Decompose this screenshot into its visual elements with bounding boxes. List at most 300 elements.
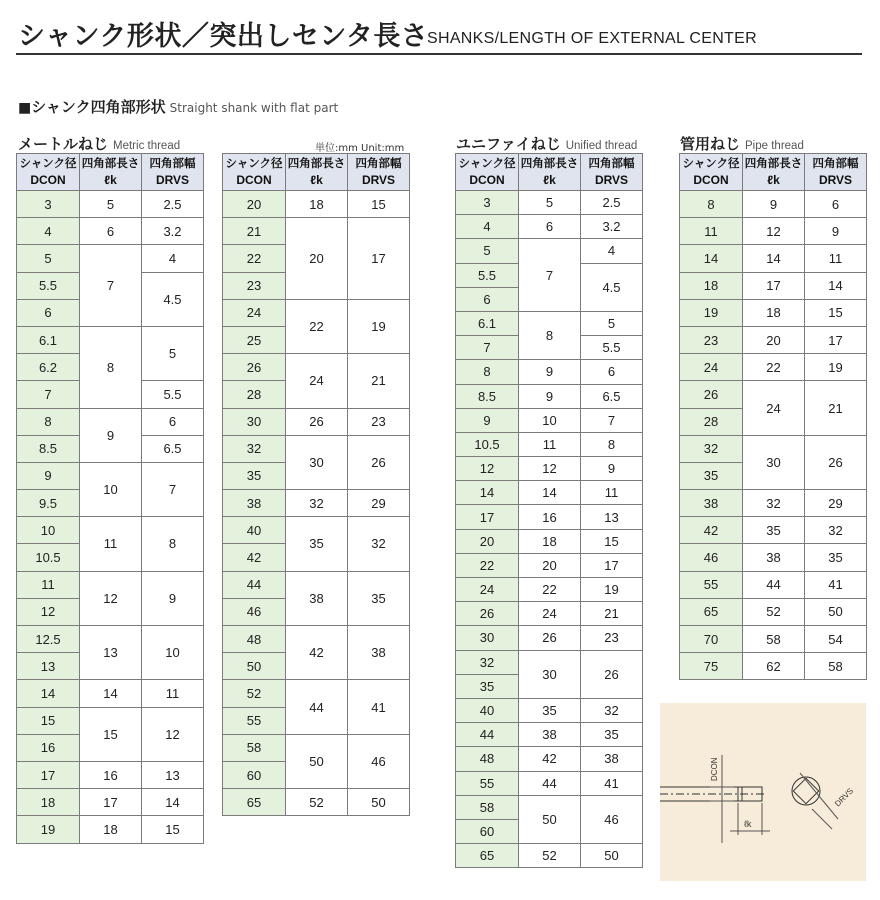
dcon-cell: 30 [223,408,286,435]
table-row [456,432,643,456]
lk-cell: 5 [519,191,581,215]
lk-cell: 7 [80,245,142,327]
dcon-cell: 8 [680,191,743,218]
header-lk [80,154,142,191]
table-row [17,680,204,707]
lk-cell: 14 [519,481,581,505]
table-row [680,299,867,326]
header-drvs [581,154,643,191]
drvs-cell: 46 [348,734,410,788]
header-dcon-symbol: DCON [693,173,729,187]
table-row [456,723,643,747]
dcon-cell: 30 [456,626,519,650]
dcon-cell: 23 [680,326,743,353]
drvs-cell: 32 [581,698,643,722]
header-lk-symbol: ℓk [543,173,556,187]
lk-cell: 17 [80,789,142,816]
unified-caption-en: Unified thread [565,140,638,152]
drvs-cell: 14 [142,789,204,816]
header-lk [519,154,581,191]
dcon-cell: 7 [17,381,80,408]
drvs-cell: 6 [581,360,643,384]
dcon-cell: 21 [223,218,286,245]
header-drvs-symbol: DRVS [594,173,629,187]
dcon-cell: 46 [223,598,286,625]
header-dcon [223,154,286,191]
lk-cell: 24 [519,602,581,626]
table-row [223,354,410,381]
dcon-cell: 6.1 [17,326,80,353]
lk-label: ℓk [744,819,752,829]
table-row [680,245,867,272]
dcon-cell: 38 [680,490,743,517]
header-lk-symbol: ℓk [767,173,780,187]
table-row [456,239,643,263]
drvs-cell: 50 [581,844,643,868]
pipe-caption-en: Pipe thread [745,140,804,152]
dcon-cell: 8.5 [17,435,80,462]
drvs-cell: 41 [581,771,643,795]
drvs-cell: 26 [348,435,410,489]
table-row [17,707,204,734]
drvs-cell: 9 [805,218,867,245]
pipe-caption [680,133,804,154]
lk-cell: 11 [80,517,142,571]
dcon-cell: 5 [456,239,519,263]
dcon-cell: 13 [17,653,80,680]
lk-cell: 6 [80,218,142,245]
table-row [223,490,410,517]
table-row [456,650,643,674]
table-row [680,571,867,598]
header-drvs-jp: 四角部幅 [149,156,196,170]
shank-end-circle [792,777,820,805]
lk-cell: 52 [519,844,581,868]
drvs-cell: 21 [805,381,867,435]
dcon-cell: 11 [680,218,743,245]
dcon-cell: 20 [223,191,286,218]
dcon-cell: 50 [223,653,286,680]
dcon-cell: 9 [456,408,519,432]
header-dcon-jp: シャンク径 [19,156,77,170]
drvs-cell: 6 [142,408,204,435]
dcon-cell: 18 [17,789,80,816]
drvs-cell: 19 [581,578,643,602]
pipe-thread-table-header [680,154,867,191]
metric-thread-table-continued [222,153,410,816]
dcon-cell: 28 [680,408,743,435]
lk-cell: 9 [519,384,581,408]
header-lk-symbol: ℓk [104,173,117,187]
table-row [456,844,643,868]
drvs-cell: 21 [348,354,410,408]
dcon-cell: 40 [223,517,286,544]
shank-diagram [660,703,866,881]
lk-cell: 5 [80,191,142,218]
drvs-cell: 9 [581,457,643,481]
lk-cell: 20 [743,326,805,353]
lk-cell: 26 [286,408,348,435]
section-title-en: Straight shank with flat part [169,101,339,115]
dcon-cell: 24 [680,354,743,381]
header-drvs [805,154,867,191]
drvs-cell: 2.5 [581,191,643,215]
lk-cell: 35 [519,698,581,722]
dcon-cell: 42 [223,544,286,571]
dcon-cell: 5.5 [456,263,519,287]
header-drvs [348,154,410,191]
lk-cell: 9 [80,408,142,462]
table-row [17,517,204,544]
dcon-cell: 26 [456,602,519,626]
dcon-cell: 5.5 [17,272,80,299]
header-row [223,154,410,191]
lk-cell: 50 [519,795,581,843]
drvs-cell: 15 [581,529,643,553]
table-row [456,360,643,384]
lk-cell: 14 [80,680,142,707]
drvs-cell: 11 [142,680,204,707]
table-row [456,747,643,771]
dcon-cell: 60 [223,761,286,788]
lk-cell: 30 [286,435,348,489]
header-dcon-jp: シャンク径 [682,156,740,170]
drvs-cell: 3.2 [581,215,643,239]
dcon-cell: 26 [223,354,286,381]
table-row [680,218,867,245]
lk-cell: 52 [743,598,805,625]
unified-thread-table [455,153,643,868]
lk-cell: 8 [519,311,581,359]
table-row [456,795,643,819]
drvs-cell: 26 [805,435,867,489]
table-row [223,299,410,326]
dcon-label: DCON [710,757,719,781]
drvs-extension-line [800,773,838,819]
pipe-thread-table [679,153,867,680]
lk-cell: 52 [286,789,348,816]
pipe-caption-jp: 管用ねじ [680,135,741,153]
unified-caption [456,133,637,154]
table-row [17,408,204,435]
header-lk-jp: 四角部長さ [520,156,579,170]
header-row [456,154,643,191]
drvs-cell: 5 [581,311,643,335]
header-dcon-symbol: DCON [236,173,272,187]
dcon-cell: 26 [680,381,743,408]
lk-cell: 22 [519,578,581,602]
lk-cell: 17 [743,272,805,299]
drvs-cell: 54 [805,626,867,653]
dcon-cell: 65 [456,844,519,868]
drvs-cell: 23 [348,408,410,435]
header-drvs [142,154,204,191]
table-row [680,490,867,517]
drvs-label: DRVS [833,786,856,809]
dcon-cell: 23 [223,272,286,299]
dcon-cell: 38 [223,490,286,517]
table-row [17,462,204,489]
lk-cell: 15 [80,707,142,761]
drvs-cell: 26 [581,650,643,698]
dcon-cell: 65 [680,598,743,625]
lk-cell: 38 [519,723,581,747]
lk-cell: 24 [286,354,348,408]
table-row [456,384,643,408]
drvs-cell: 46 [581,795,643,843]
dcon-cell: 28 [223,381,286,408]
table-row [680,272,867,299]
header-drvs-jp: 四角部幅 [812,156,859,170]
dcon-cell: 24 [456,578,519,602]
drvs-cell: 21 [581,602,643,626]
table-row [456,457,643,481]
table-row [456,698,643,722]
table-row [456,215,643,239]
drvs-cell: 17 [581,553,643,577]
lk-cell: 50 [286,734,348,788]
dcon-cell: 40 [456,698,519,722]
lk-cell: 12 [80,571,142,625]
table-row [456,481,643,505]
drvs-cell: 35 [581,723,643,747]
lk-cell: 32 [743,490,805,517]
lk-cell: 44 [743,571,805,598]
section-title [18,96,338,117]
unified-caption-jp: ユニファイねじ [456,135,561,153]
header-drvs-jp: 四角部幅 [588,156,635,170]
lk-cell: 22 [743,354,805,381]
dcon-cell: 9.5 [17,490,80,517]
lk-cell: 30 [743,435,805,489]
table-row [17,626,204,653]
lk-cell: 24 [743,381,805,435]
drvs-cell: 29 [348,490,410,517]
dcon-cell: 65 [223,789,286,816]
lk-cell: 44 [519,771,581,795]
table-row [17,761,204,788]
dcon-cell: 14 [456,481,519,505]
dcon-cell: 52 [223,680,286,707]
lk-cell: 35 [743,517,805,544]
table-row [680,517,867,544]
lk-cell: 9 [519,360,581,384]
drvs-cell: 19 [805,354,867,381]
dcon-cell: 12.5 [17,626,80,653]
header-dcon [680,154,743,191]
drvs-cell: 19 [348,299,410,353]
lk-cell: 13 [80,626,142,680]
dcon-cell: 22 [456,553,519,577]
section-title-jp: シャンク四角部形状 [31,98,166,116]
drvs-cell: 32 [348,517,410,571]
dcon-cell: 22 [223,245,286,272]
drvs-cell: 15 [348,191,410,218]
dcon-cell: 55 [456,771,519,795]
header-drvs-symbol: DRVS [155,173,190,187]
dcon-cell: 4 [17,218,80,245]
table-row [17,571,204,598]
dcon-cell: 4 [456,215,519,239]
dcon-cell: 48 [456,747,519,771]
table-row [17,245,204,272]
dcon-cell: 35 [223,462,286,489]
header-lk [743,154,805,191]
metric-thread-continued-header [223,154,410,191]
dcon-cell: 6.2 [17,354,80,381]
dcon-cell: 48 [223,626,286,653]
dcon-cell: 18 [680,272,743,299]
lk-cell: 42 [286,626,348,680]
drvs-cell: 41 [348,680,410,734]
dcon-cell: 10.5 [456,432,519,456]
table-row [456,771,643,795]
dcon-cell: 44 [223,571,286,598]
dcon-cell: 9 [17,462,80,489]
dcon-cell: 19 [680,299,743,326]
dcon-cell: 8 [456,360,519,384]
lk-cell: 44 [286,680,348,734]
lk-cell: 62 [743,653,805,680]
drvs-cell: 8 [142,517,204,571]
drvs-cell: 11 [581,481,643,505]
dcon-cell: 14 [680,245,743,272]
dcon-cell: 32 [223,435,286,462]
drvs-cell: 6.5 [581,384,643,408]
table-row [680,191,867,218]
drvs-cell: 7 [142,462,204,516]
lk-cell: 22 [286,299,348,353]
lk-cell: 14 [743,245,805,272]
shank-diagram-drawing [660,703,866,881]
lk-cell: 35 [286,517,348,571]
table-row [680,354,867,381]
lk-cell: 16 [519,505,581,529]
drvs-cell: 41 [805,571,867,598]
lk-cell: 6 [519,215,581,239]
dcon-cell: 16 [17,734,80,761]
header-dcon-jp: シャンク径 [458,156,516,170]
lk-cell: 8 [80,326,142,408]
lk-cell: 7 [519,239,581,312]
drvs-cell: 5.5 [581,336,643,360]
dcon-cell: 35 [680,462,743,489]
dcon-cell: 6.1 [456,311,519,335]
dcon-cell: 10.5 [17,544,80,571]
dcon-cell: 42 [680,517,743,544]
drvs-cell: 6 [805,191,867,218]
dcon-cell: 75 [680,653,743,680]
lk-cell: 20 [519,553,581,577]
dcon-cell: 32 [456,650,519,674]
drvs-cell: 4 [142,245,204,272]
table-row [17,789,204,816]
drvs-cell: 13 [581,505,643,529]
drvs-cell: 2.5 [142,191,204,218]
lk-cell: 18 [519,529,581,553]
header-lk-jp: 四角部長さ [287,156,346,170]
lk-cell: 16 [80,761,142,788]
drvs-cell: 13 [142,761,204,788]
table-row [456,191,643,215]
table-row [680,653,867,680]
table-row [223,680,410,707]
table-row [17,191,204,218]
lk-cell: 32 [286,490,348,517]
dcon-cell: 19 [17,816,80,843]
table-row [456,505,643,529]
table-row [456,311,643,335]
section-marker: ■ [18,100,32,116]
table-row [223,218,410,245]
page-title: シャンク形状／突出しセンタ長さ [18,21,429,52]
drvs-cell: 5 [142,326,204,380]
table-row [17,218,204,245]
table-row [456,408,643,432]
drvs-cell: 9 [142,571,204,625]
drvs-cell: 17 [805,326,867,353]
lk-cell: 38 [286,571,348,625]
drvs-cell: 32 [805,517,867,544]
header-lk-jp: 四角部長さ [81,156,140,170]
lk-cell: 26 [519,626,581,650]
drvs-cell: 3.2 [142,218,204,245]
table-row [456,626,643,650]
dcon-cell: 55 [680,571,743,598]
table-row [223,734,410,761]
lk-cell: 18 [286,191,348,218]
metric-caption-en: Metric thread [113,140,181,152]
drvs-cell: 38 [348,626,410,680]
table-row [680,626,867,653]
table-row [456,602,643,626]
dcon-cell: 35 [456,674,519,698]
lk-cell: 38 [743,544,805,571]
unit-note: 単位:mm Unit:mm [315,143,405,154]
table-row [680,544,867,571]
unified-thread-table-header [456,154,643,191]
drvs-cell: 15 [142,816,204,843]
table-row [680,326,867,353]
metric-thread-table-header [17,154,204,191]
dcon-cell: 11 [17,571,80,598]
dcon-cell: 24 [223,299,286,326]
dcon-cell: 10 [17,517,80,544]
dcon-cell: 70 [680,626,743,653]
drvs-cell: 5.5 [142,381,204,408]
drvs-cell: 7 [581,408,643,432]
lk-cell: 20 [286,218,348,300]
table-row [456,553,643,577]
drvs-cell: 14 [805,272,867,299]
table-row [680,381,867,408]
drvs-dimension-line [812,809,832,829]
dcon-cell: 44 [456,723,519,747]
dcon-cell: 3 [456,191,519,215]
dcon-cell: 8 [17,408,80,435]
header-dcon [17,154,80,191]
dcon-cell: 60 [456,819,519,843]
lk-cell: 58 [743,626,805,653]
drvs-cell: 4 [581,239,643,263]
dcon-cell: 58 [456,795,519,819]
lk-cell: 10 [519,408,581,432]
drvs-cell: 8 [581,432,643,456]
dcon-cell: 12 [17,598,80,625]
drvs-cell: 35 [805,544,867,571]
table-row [17,326,204,353]
header-drvs-symbol: DRVS [818,173,853,187]
